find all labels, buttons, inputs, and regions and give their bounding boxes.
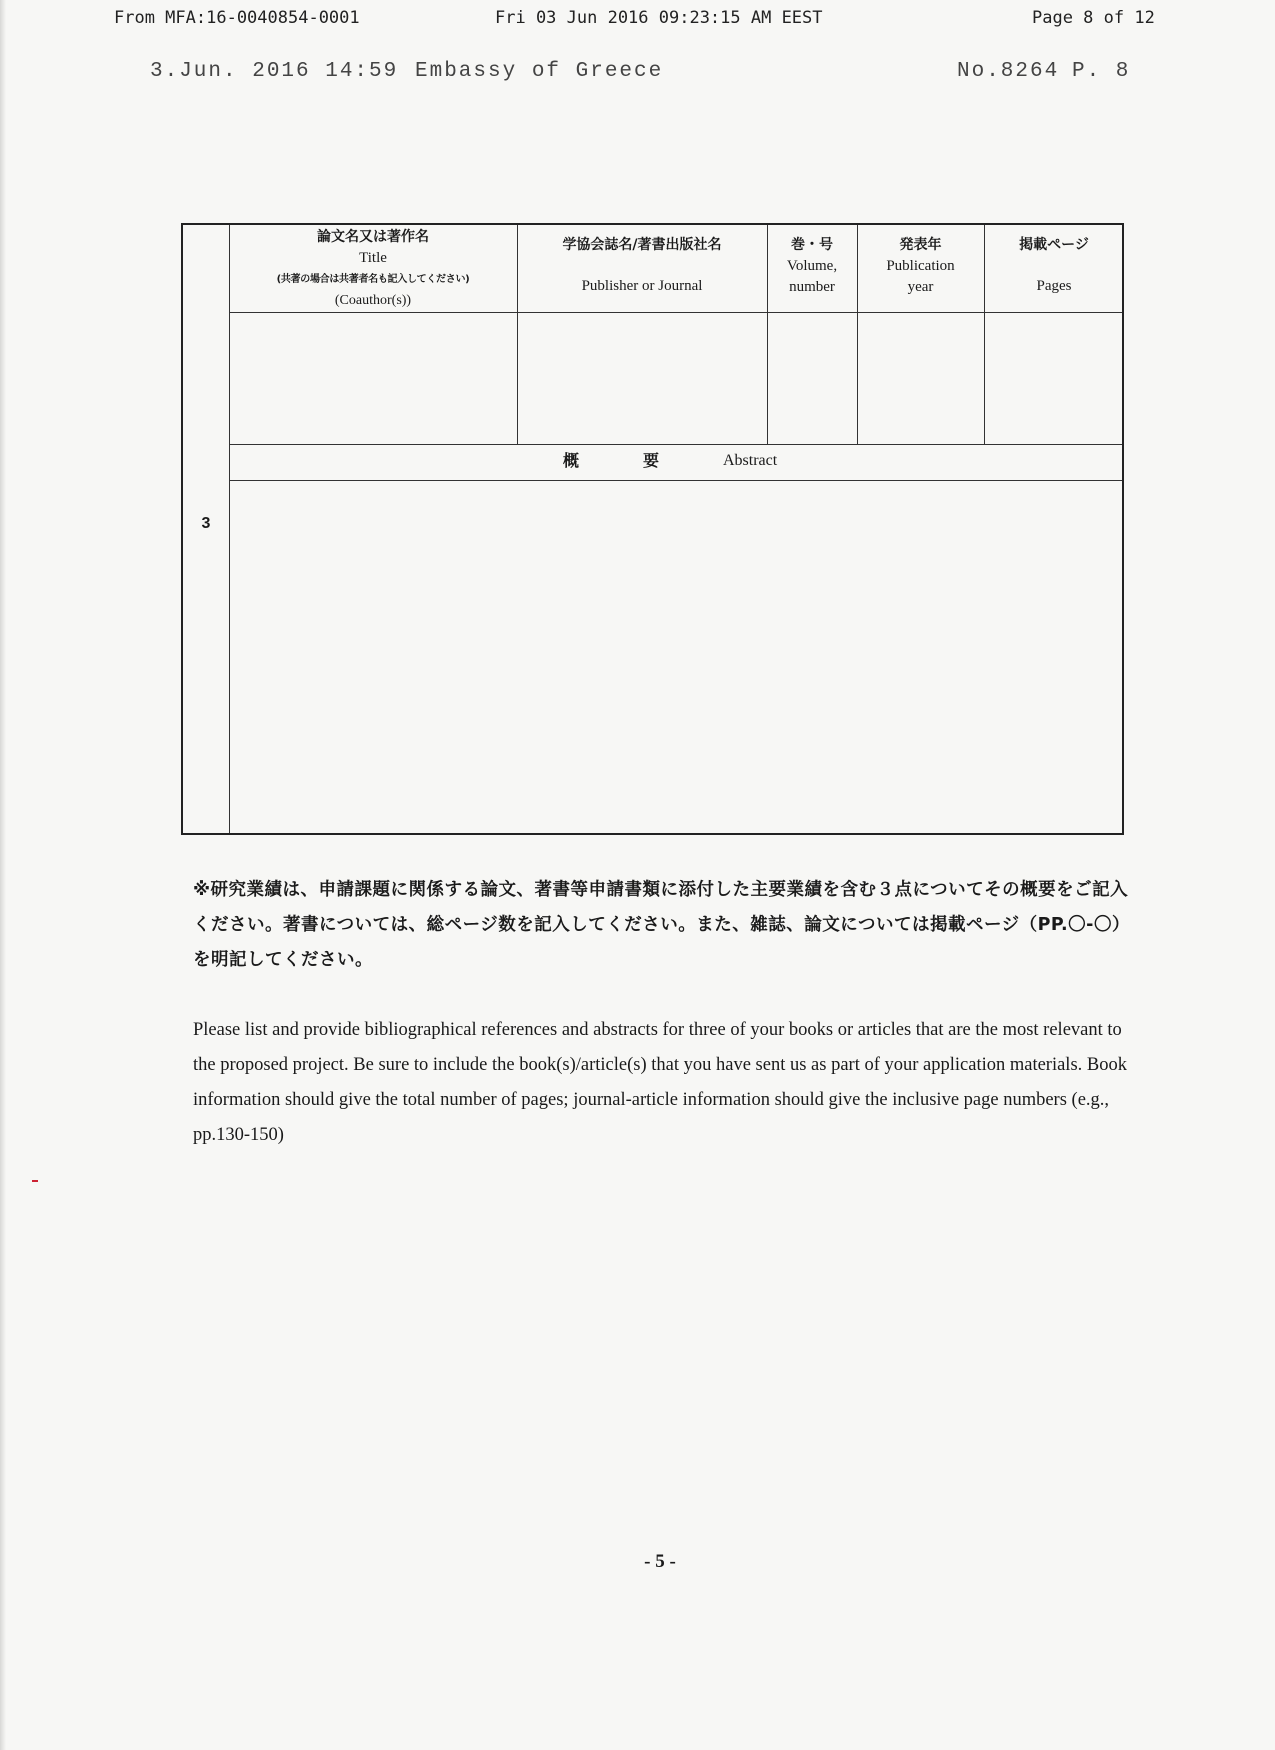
header-title-coauthor: (Coauthor(s)) bbox=[334, 293, 412, 308]
instructions-jp: ※研究業績は、申請課題に関係する論文、著書等申請書類に添付した主要業績を含む３点についてその概要をご記入ください。著書については、総ページ数を記入してください。また、雑誌、論文については掲載ページ（PP.〇-〇）を明記してください。 bbox=[193, 880, 1130, 970]
sender-number: No.8264 bbox=[957, 60, 1060, 83]
abstract-en: Abstract bbox=[723, 452, 778, 469]
header-volume-jp: 巻・号 bbox=[791, 237, 833, 253]
header-pages bbox=[984, 235, 1124, 297]
header-year-en: Publication bbox=[886, 258, 955, 274]
page-number: - 5 - bbox=[644, 1551, 676, 1572]
header-volume bbox=[767, 235, 857, 298]
header-publisher-jp: 学協会誌名/著書出版社名 bbox=[562, 237, 722, 253]
sender-name: Embassy of Greece bbox=[415, 60, 664, 83]
scan-mark bbox=[32, 1180, 38, 1182]
row-number-divider bbox=[229, 225, 230, 833]
header-publisher-en: Publisher or Journal bbox=[581, 278, 703, 294]
abstract-header bbox=[563, 450, 883, 474]
header-volume-en2: number bbox=[789, 279, 835, 295]
header-title-note: (共著の場合は共著者名も記入してください) bbox=[276, 274, 470, 285]
instructions-en: Please list and provide bibliographical references and abstracts for three of your books or articles that are the most relevant to the proposed project. Be sure to include the book(s)/article(s) that you have sent us as part of your application materials. Book information should give the total number of pages; journal-article information should give the inclusive page numbers (e.g., pp.130-150) bbox=[193, 1020, 1127, 1145]
fax-from: From MFA:16-0040854-0001 bbox=[114, 8, 360, 28]
fax-page: Page 8 of 12 bbox=[1032, 8, 1155, 28]
header-row-divider bbox=[229, 312, 1122, 313]
header-title bbox=[229, 227, 517, 311]
fax-datetime: Fri 03 Jun 2016 09:23:15 AM EEST bbox=[495, 8, 823, 28]
entry-row-divider bbox=[229, 444, 1122, 445]
publication-table bbox=[181, 223, 1124, 835]
abstract-header-divider bbox=[229, 480, 1122, 481]
abstract-jp-1: 概 bbox=[563, 451, 580, 470]
sender-date: 3.Jun. 2016 14:59 bbox=[150, 60, 399, 83]
header-pages-jp: 掲載ページ bbox=[1019, 237, 1089, 253]
row-number: 3 bbox=[201, 515, 211, 532]
sender-header bbox=[0, 60, 1275, 90]
header-year bbox=[857, 235, 984, 298]
header-publisher bbox=[517, 235, 767, 297]
header-year-en2: year bbox=[907, 279, 934, 295]
header-volume-en: Volume, bbox=[786, 258, 838, 274]
fax-header bbox=[0, 8, 1275, 32]
header-pages-en: Pages bbox=[1036, 278, 1072, 294]
page-edge bbox=[0, 0, 6, 1750]
header-title-en: Title bbox=[359, 250, 387, 266]
abstract-jp-2: 要 bbox=[643, 451, 660, 470]
header-year-jp: 発表年 bbox=[899, 237, 942, 253]
sender-page: P. 8 bbox=[1072, 60, 1131, 83]
header-title-jp: 論文名又は著作名 bbox=[317, 229, 429, 245]
